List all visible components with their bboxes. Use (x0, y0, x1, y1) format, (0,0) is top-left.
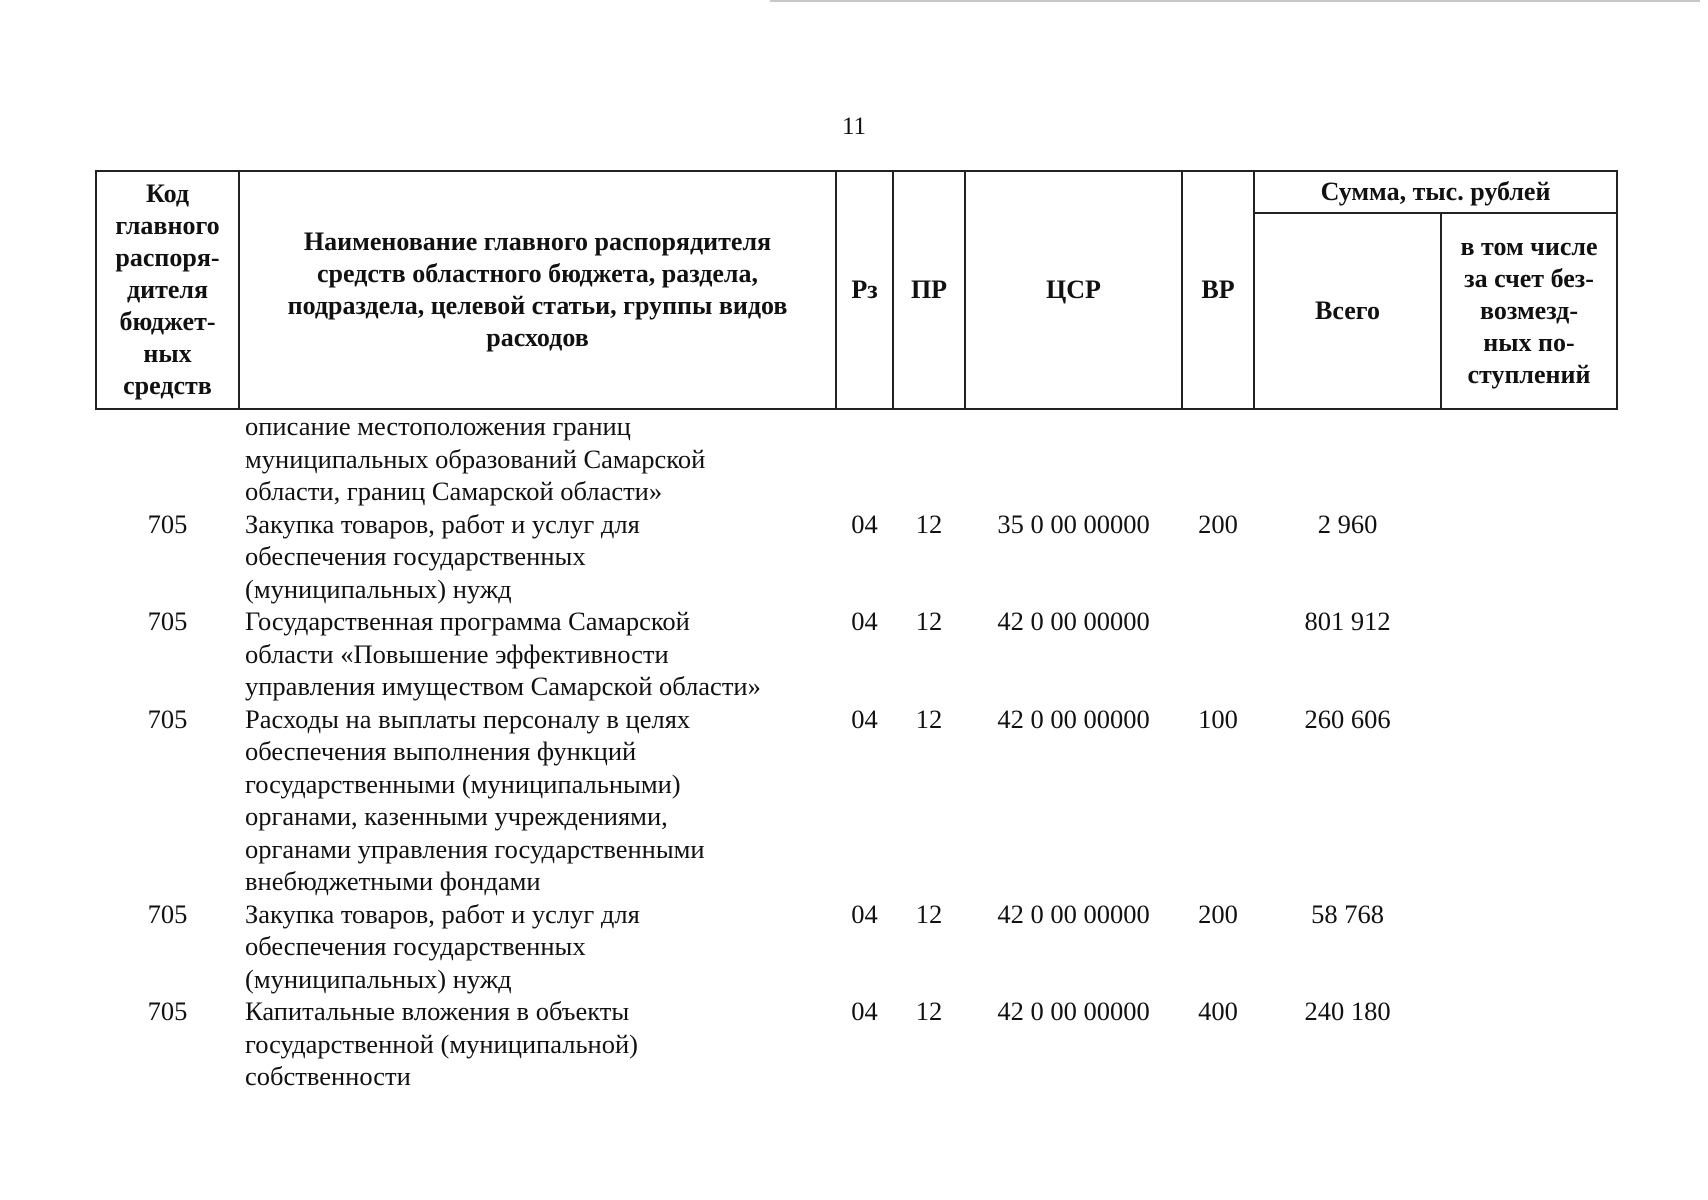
cell-code: 705 (147, 606, 188, 636)
cell-rz: 04 (851, 606, 878, 636)
cell-pr: 12 (915, 508, 943, 539)
cell-code: 705 (147, 898, 188, 929)
header-sum-group: Сумма, тыс. рублей (1254, 171, 1617, 213)
cell-rz: 04 (851, 703, 878, 734)
cell-code: 705 (147, 703, 188, 734)
cell-total (1254, 409, 1441, 508)
header-pr: ПР (893, 171, 965, 409)
cell-total: 58 768 (1311, 898, 1384, 929)
cell-csr: 42 0 00 00000 (997, 703, 1150, 734)
scan-artifact-line (770, 0, 1700, 2)
cell-name-line: органами, казенными учреждениями, (245, 801, 668, 831)
cell-name (239, 508, 836, 606)
cell-rz: 04 (851, 996, 878, 1026)
cell-name-line: области, границ Самарской области» (245, 476, 663, 506)
cell-gratuitous (1441, 508, 1617, 606)
cell-name-line: государственной (муниципальной) (245, 1028, 638, 1059)
table-row (96, 898, 1617, 996)
table-row (96, 995, 1617, 1093)
cell-name-line: собственности (245, 1061, 411, 1091)
table-row (96, 605, 1617, 703)
cell-pr: 12 (915, 898, 943, 929)
header-name: Наименование главного распорядителя средств областного бюджета, раздела, подраздела, целевой статьи, группы видов расходов (239, 171, 836, 409)
cell-code: 705 (147, 508, 188, 539)
cell-name (239, 703, 836, 898)
cell-code (96, 409, 239, 508)
cell-vr: 100 (1198, 703, 1238, 734)
table-row (96, 703, 1617, 898)
cell-name-line: области «Повышение эффективности (245, 638, 669, 669)
cell-name-line: Закупка товаров, работ и услуг для (245, 898, 640, 929)
page-number: 11 (841, 113, 867, 140)
cell-rz (836, 409, 893, 508)
cell-rz: 04 (851, 898, 878, 929)
cell-name-line: Государственная программа Самарской (245, 606, 690, 636)
cell-name-line: (муниципальных) нужд (245, 963, 512, 994)
cell-csr: 35 0 00 00000 (997, 508, 1150, 539)
header-rz: Рз (836, 171, 893, 409)
budget-table (95, 170, 1618, 1093)
cell-name-line: государственными (муниципальными) (245, 768, 681, 799)
cell-vr (1182, 605, 1254, 703)
header-vr: ВР (1182, 171, 1254, 409)
header-gratuitous: в том числе за счет без- возмезд- ных по- ступлений (1441, 213, 1617, 409)
header-total: Всего (1254, 213, 1441, 409)
cell-name-line: Закупка товаров, работ и услуг для (245, 508, 640, 539)
cell-total: 260 606 (1304, 703, 1391, 734)
cell-gratuitous (1441, 703, 1617, 898)
cell-name-line: муниципальных образований Самарской (245, 443, 706, 474)
cell-name (239, 409, 836, 508)
cell-gratuitous (1441, 995, 1617, 1093)
cell-name-line: обеспечения выполнения функций (245, 736, 637, 766)
cell-name-line: внебюджетными фондами (245, 866, 541, 896)
cell-csr: 42 0 00 00000 (997, 606, 1150, 636)
cell-pr (893, 409, 965, 508)
cell-rz: 04 (851, 508, 878, 539)
cell-vr (1182, 409, 1254, 508)
cell-name-line: (муниципальных) нужд (245, 573, 512, 604)
table-row (96, 409, 1617, 508)
cell-csr: 42 0 00 00000 (997, 898, 1150, 929)
cell-name-line: обеспечения государственных (245, 541, 586, 571)
header-code: Код главного распоря- дителя бюджет- ных средств (96, 171, 239, 409)
cell-vr: 400 (1198, 996, 1238, 1026)
table-body (96, 409, 1617, 1093)
cell-csr: 42 0 00 00000 (997, 996, 1150, 1026)
cell-gratuitous (1441, 409, 1617, 508)
cell-name-line: управления имуществом Самарской области» (245, 671, 761, 701)
cell-csr (965, 409, 1182, 508)
cell-pr: 12 (915, 996, 943, 1026)
cell-name-line: обеспечения государственных (245, 931, 586, 961)
cell-name-line: Расходы на выплаты персоналу в целях (245, 703, 691, 734)
cell-code: 705 (147, 996, 188, 1026)
cell-name (239, 605, 836, 703)
table-row (96, 508, 1617, 606)
cell-gratuitous (1441, 605, 1617, 703)
cell-name (239, 898, 836, 996)
cell-pr: 12 (915, 703, 943, 734)
cell-pr: 12 (915, 606, 943, 636)
cell-vr: 200 (1198, 508, 1238, 539)
cell-total: 2 960 (1317, 508, 1378, 539)
cell-gratuitous (1441, 898, 1617, 996)
cell-name-line: описание местоположения границ (245, 411, 631, 441)
cell-name-line: Капитальные вложения в объекты (245, 996, 630, 1026)
cell-total: 240 180 (1304, 996, 1391, 1026)
cell-total: 801 912 (1304, 606, 1391, 636)
cell-name (239, 995, 836, 1093)
header-csr: ЦСР (965, 171, 1182, 409)
cell-vr: 200 (1198, 898, 1238, 929)
cell-name-line: органами управления государственными (245, 833, 705, 864)
